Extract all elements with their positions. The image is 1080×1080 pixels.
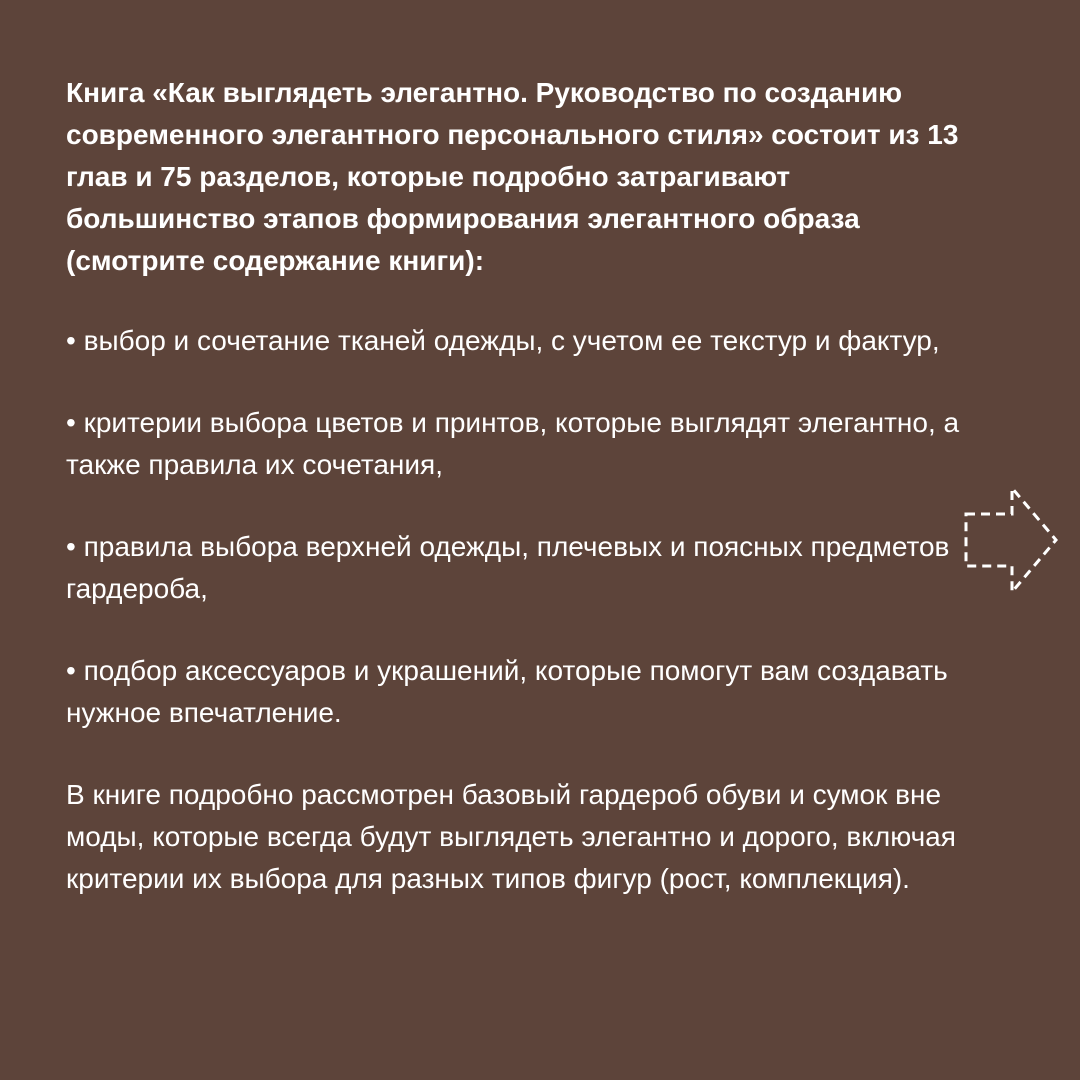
bullet-outerwear: • правила выбора верхней одежды, плечевых и поясных предметов гардероба, <box>66 531 950 604</box>
bullet-fabrics: • выбор и сочетание тканей одежды, с учетом ее текстур и фактур, <box>66 325 940 356</box>
bullet-colors: • критерии выбора цветов и принтов, которые выглядят элегантно, а также правила их сочетания, <box>66 407 960 480</box>
bullet-accessories: • подбор аксессуаров и украшений, которые помогут вам создавать нужное впечатление. <box>66 655 948 728</box>
closing-paragraph: В книге подробно рассмотрен базовый гардероб обуви и сумок вне моды, которые всегда будут выглядеть элегантно и дорого, включая критерии их выбора для разных типов фигур (рост, комплекция). <box>66 779 956 894</box>
dashed-arrow-right-icon[interactable] <box>960 484 1062 596</box>
text-block <box>66 72 986 900</box>
intro-paragraph: Книга «Как выглядеть элегантно. Руководство по созданию современного элегантного персонального стиля» состоит из 13 глав и 75 разделов, которые подробно затрагивают большинство этапов формирования элегантного образа (смотрите содержание книги): <box>66 77 959 276</box>
